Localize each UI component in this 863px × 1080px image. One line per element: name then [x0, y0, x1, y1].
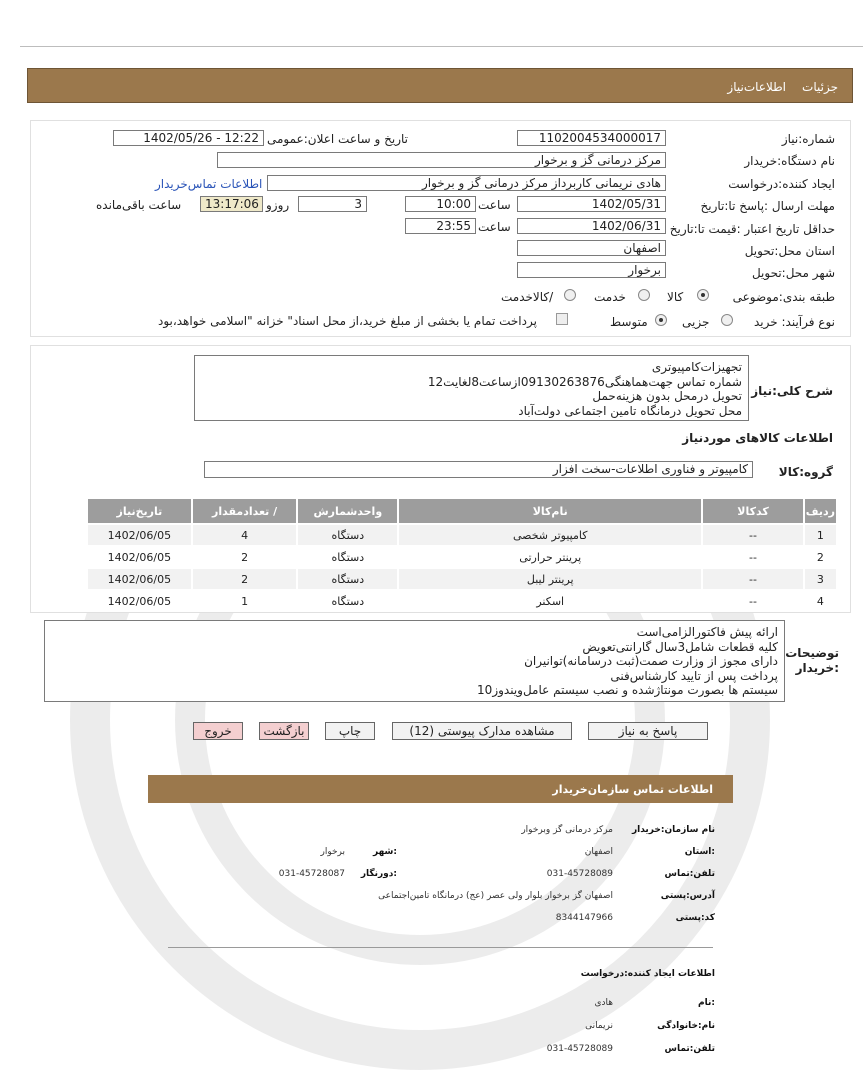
- cell-name: کامپیوتر شخصی: [399, 525, 701, 545]
- cell-unit: دستگاه: [298, 569, 397, 589]
- creator-name-label: :نام: [698, 998, 715, 1008]
- col-code: کدکالا: [703, 499, 803, 523]
- send-date-field: 1402/05/31: [517, 196, 666, 212]
- buyer-note-line: دارای مجوز از وزارت صمت(ثبت درسامانه)توانیران: [524, 654, 778, 668]
- col-name: نام‌کالا: [399, 499, 701, 523]
- process-partial-label: جزیی: [682, 315, 710, 329]
- description-line: شماره تماس جهت‌هماهنگی09130263876ازساعت8لغایت12: [427, 374, 742, 389]
- cell-name: پرینتر حرارتی: [399, 547, 701, 567]
- contact-org-value: مرکز درمانی گز وبرخوار: [521, 825, 613, 835]
- creator-phone-label: تلفن:تماس: [664, 1044, 715, 1054]
- cell-name: پرینتر لیبل: [399, 569, 701, 589]
- treasury-payment-checkbox[interactable]: [556, 313, 568, 325]
- cell-date: 1402/06/05: [88, 569, 191, 589]
- cell-code: --: [703, 569, 803, 589]
- price-date-field: 1402/06/31: [517, 218, 666, 234]
- announce-label: تاریخ و ساعت اعلان:عمومی: [266, 132, 408, 146]
- cell-qty: 2: [193, 569, 297, 589]
- cell-date: 1402/06/05: [88, 525, 191, 545]
- top-divider: [20, 46, 863, 47]
- cell-qty: 2: [193, 547, 297, 567]
- city-field: برخوار: [517, 262, 666, 278]
- cell-row: 2: [805, 547, 836, 567]
- cell-date: 1402/06/05: [88, 591, 191, 611]
- buyer-org-field: مرکز درمانی گز و برخوار: [217, 152, 666, 168]
- cell-code: --: [703, 525, 803, 545]
- buyer-note-line: کلیه قطعات شامل3سال گارانتی‌تعویض: [582, 639, 778, 654]
- buyer-notes-label: توضیحات :خریدار: [785, 646, 839, 675]
- contact-province-label: :استان: [684, 847, 715, 857]
- tab-need-info[interactable]: اطلاعات‌نیاز: [727, 80, 786, 94]
- province-label: استان محل:تحویل: [744, 244, 835, 258]
- contact-address-label: آدرس:پستی: [660, 891, 715, 901]
- category-goods-radio[interactable]: [697, 289, 709, 301]
- col-qty: / تعدادمقدار: [193, 499, 297, 523]
- cell-code: --: [703, 591, 803, 611]
- cell-row: 1: [805, 525, 836, 545]
- description-line: تجهیزات‌کامپیوتری: [651, 360, 742, 374]
- cell-unit: دستگاه: [298, 525, 397, 545]
- contact-postal-label: کد:پستی: [675, 913, 715, 923]
- cell-date: 1402/06/05: [88, 547, 191, 567]
- table-row: [88, 591, 836, 611]
- remaining-label: ساعت باقی‌مانده: [96, 198, 182, 212]
- contact-fax-value: 031-45728087: [278, 869, 345, 879]
- buyer-org-label: نام دستگاه:خریدار: [744, 154, 835, 168]
- cell-row: 4: [805, 591, 836, 611]
- cell-code: --: [703, 547, 803, 567]
- cell-name: اسکنر: [399, 591, 701, 611]
- contact-header-title: اطلاعات تماس سازمان‌خریدار: [552, 783, 713, 796]
- treasury-payment-note: پرداخت تمام یا بخشی از مبلغ خرید،از محل اسناد" خزانه "اسلامی خواهد،بود: [158, 314, 537, 328]
- tab-details[interactable]: جزئیات: [802, 80, 838, 94]
- category-goods-service-radio[interactable]: [564, 289, 576, 301]
- price-time-field: 23:55: [405, 218, 476, 234]
- description-line: تحویل درمحل بدون هزینه‌حمل: [592, 389, 742, 403]
- table-row: [88, 569, 836, 589]
- contact-province-value: اصفهان: [584, 847, 613, 857]
- category-service-label: خدمت: [594, 290, 626, 304]
- print-button[interactable]: چاپ: [325, 722, 375, 740]
- goods-table: [86, 497, 838, 613]
- cell-qty: 1: [193, 591, 297, 611]
- creator-phone-value: 031-45728089: [546, 1044, 613, 1054]
- buyer-note-line: سیستم ها بصورت مونتاژشده و نصب سیستم عامل‌ویندوز10: [477, 683, 778, 697]
- days-field: 3: [298, 196, 367, 212]
- cell-row: 3: [805, 569, 836, 589]
- contact-divider: [168, 947, 713, 948]
- province-field: اصفهان: [517, 240, 666, 256]
- announce-field: 1402/05/26 - 12:22: [113, 130, 264, 146]
- send-time-label: ساعت: [478, 198, 511, 212]
- cell-unit: دستگاه: [298, 591, 397, 611]
- contact-org-label: نام سازمان:خریدار: [631, 825, 715, 835]
- creator-family-label: نام:خانوادگی: [657, 1021, 715, 1031]
- creator-family-value: نریمانی: [585, 1021, 613, 1031]
- cell-qty: 4: [193, 525, 297, 545]
- exit-button[interactable]: خروج: [193, 722, 243, 740]
- goods-section-title: اطلاعات کالاهای موردنیاز: [682, 431, 833, 445]
- process-type-label: نوع فرآیند: خرید: [754, 315, 835, 329]
- buyer-note-line: ارائه پیش فاکتورالزامی‌است: [636, 625, 778, 639]
- table-row: [88, 547, 836, 567]
- goods-group-field: کامپیوتر و فناوری اطلاعات-سخت افزار: [204, 461, 753, 478]
- col-row: ردیف: [805, 499, 836, 523]
- need-number-label: شماره‌:نیاز: [781, 132, 835, 146]
- col-date: تاریخ‌نیاز: [88, 499, 191, 523]
- contact-city-label: :شهر: [373, 847, 397, 857]
- cell-unit: دستگاه: [298, 547, 397, 567]
- contact-postal-value: 8344147966: [555, 913, 613, 923]
- contact-fax-label: :دورنگار: [360, 869, 397, 879]
- back-button[interactable]: بازگشت: [259, 722, 309, 740]
- category-goods-label: کالا: [667, 290, 684, 304]
- price-time-label: ساعت: [478, 220, 511, 234]
- send-time-field: 10:00: [405, 196, 476, 212]
- table-row: [88, 525, 836, 545]
- need-number-field: 1102004534000017: [517, 130, 666, 146]
- contact-city-value: برخوار: [320, 847, 345, 857]
- process-medium-label: متوسط: [610, 315, 648, 329]
- description-line: محل تحویل درمانگاه تامین اجتماعی دولت‌آباد: [518, 403, 742, 418]
- city-label: شهر محل:تحویل: [751, 266, 835, 280]
- process-medium-radio[interactable]: [655, 314, 667, 326]
- contact-phone-value: 031-45728089: [546, 869, 613, 879]
- days-label: روزو: [266, 198, 290, 212]
- creator-info-title: اطلاعات ایجاد کننده:درخواست: [580, 969, 715, 979]
- creator-name-value: هادی: [594, 998, 613, 1008]
- attached-docs-button[interactable]: مشاهده مدارک پیوستی (12): [392, 722, 572, 740]
- send-deadline-label: مهلت ارسال :پاسخ تا:تاریخ: [700, 199, 835, 213]
- contact-address-value: اصفهان گز برخوار بلوار ولی عصر (عج) درمانگاه تامین‌اجتماعی: [378, 891, 613, 901]
- col-unit: واحدشمارش: [298, 499, 397, 523]
- contact-phone-label: تلفن:تماس: [664, 869, 715, 879]
- description-label: شرح کلی:نیاز: [751, 384, 833, 398]
- price-validity-label: حداقل تاریخ اعتبار :قیمت تا:تاریخ: [669, 222, 835, 236]
- buyer-note-line: پرداخت پس از تایید کارشناس‌فنی: [610, 668, 778, 683]
- creator-label: ایجاد کننده:درخواست: [728, 177, 835, 191]
- reply-button[interactable]: پاسخ به نیاز: [588, 722, 708, 740]
- process-partial-radio[interactable]: [721, 314, 733, 326]
- creator-field: هادی نریمانی کاربرداز مرکز درمانی گز و برخوار: [267, 175, 666, 191]
- page-header: [27, 68, 853, 103]
- contact-header: [148, 775, 733, 803]
- goods-table-wrap: [86, 497, 838, 613]
- category-service-radio[interactable]: [638, 289, 650, 301]
- goods-group-label: گروه:کالا: [778, 465, 833, 479]
- buyer-notes-box: [44, 620, 785, 702]
- category-goods-service-label: /کالاخدمت: [501, 290, 554, 304]
- remaining-time-field: 13:17:06: [200, 196, 263, 212]
- buyer-contact-link[interactable]: اطلاعات تماس‌خریدار: [155, 177, 263, 191]
- category-label: طبقه بندی:موضوعی: [732, 290, 835, 304]
- description-box: [194, 355, 749, 421]
